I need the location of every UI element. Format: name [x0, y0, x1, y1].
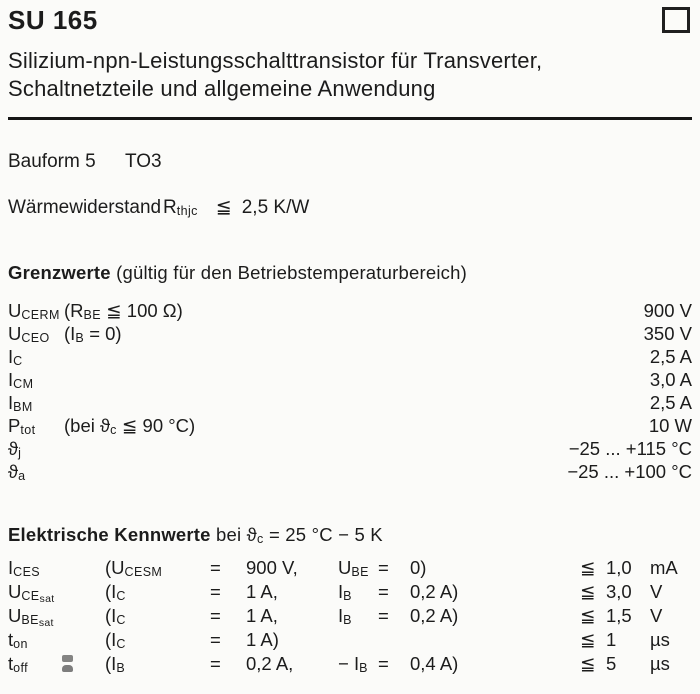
row-value: −25 ... +100 °C [567, 461, 692, 482]
limit-value: 1,5 [606, 605, 632, 626]
row-symbol: ϑa [8, 461, 26, 483]
table-row [8, 556, 692, 580]
thermal-value: 2,5 K/W [241, 197, 310, 218]
equals-sign: = [378, 605, 389, 626]
table-row [8, 368, 692, 391]
row-symbol: toff [8, 652, 105, 676]
row-condition-symbol-2: IB [338, 605, 352, 627]
row-condition [64, 391, 650, 414]
row-symbol: ICM [8, 369, 34, 391]
row-condition-symbol-2 [338, 628, 378, 652]
electrical-heading: Elektrische Kennwerte bei ϑc = 25 °C − 5 K [8, 524, 383, 546]
limit-value: 1 [606, 629, 617, 650]
row-condition-value-1: 1 A, [246, 581, 278, 602]
limit-relation: ≦ [580, 605, 596, 626]
equals-sign: = [378, 557, 389, 578]
limit-unit: mA [650, 557, 678, 578]
thermal-label: Wärmewiderstand [8, 197, 162, 218]
row-symbol: $UBE_{sat}$ [8, 605, 54, 629]
row-condition-symbol-1: (IC [105, 605, 126, 627]
row-symbol: Ptot [8, 415, 36, 437]
limits-table [8, 299, 692, 483]
equals-sign: = [210, 605, 221, 626]
row-symbol: UCEO [8, 323, 50, 345]
row-symbol: UCERM [8, 300, 60, 322]
row-symbol: ICES [8, 557, 41, 579]
table-row [8, 628, 692, 652]
row-condition-value-1: 0,2 A, [246, 653, 294, 674]
row-condition-value-1: 1 A) [246, 629, 279, 650]
row-value: 3,0 A [649, 369, 692, 390]
row-condition-value-2: 0,2 A) [410, 581, 459, 602]
limit-relation: ≦ [580, 629, 596, 650]
row-value: 350 V [643, 323, 692, 344]
table-row [8, 652, 692, 676]
row-condition-value-1: 1 A, [246, 605, 278, 626]
part-number: SU 165 [8, 5, 98, 35]
electrical-table [8, 556, 692, 676]
row-condition: (RBE ≦ 100 Ω) [64, 300, 183, 322]
table-row [8, 299, 692, 322]
row-value: 2,5 A [649, 346, 692, 367]
table-row [8, 604, 692, 628]
row-condition: (bei ϑc ≦ 90 °C) [64, 415, 196, 437]
row-symbol: $UCE_{sat}$ [8, 581, 55, 605]
row-value: 2,5 A [649, 392, 692, 413]
row-condition [64, 460, 567, 483]
row-symbol: IBM [8, 392, 33, 414]
row-value: 10 W [648, 415, 692, 436]
row-limit [580, 628, 692, 652]
package-line [8, 151, 692, 173]
limit-relation: ≦ [580, 557, 596, 578]
row-condition-value-2: 0) [410, 557, 427, 578]
row-condition-value-1: 900 V, [246, 557, 298, 578]
divider-rule [8, 117, 692, 120]
row-condition-symbol-1: (IC [105, 629, 126, 651]
subtitle-line-2: Schaltnetzteile und allgemeine Anwendung [8, 76, 436, 101]
thermal-symbol: Rthjc [163, 197, 198, 218]
row-limit [580, 580, 692, 604]
row-limit [580, 556, 692, 580]
corner-square-icon [662, 7, 690, 33]
row-condition: (IB = 0) [64, 323, 122, 345]
limit-unit: µs [650, 653, 670, 674]
row-symbol: ϑj [8, 438, 22, 460]
table-row [8, 414, 692, 437]
limits-heading-bold: Grenzwerte [8, 262, 111, 283]
limit-value: 5 [606, 653, 617, 674]
row-condition [64, 368, 650, 391]
row-limit [580, 652, 692, 676]
row-condition-value-2: 0,4 A) [410, 653, 459, 674]
equals-sign: = [210, 581, 221, 602]
limit-relation: ≦ [580, 581, 596, 602]
ink-smudge-icon [60, 655, 74, 673]
row-condition-symbol-1: (UCESM [105, 557, 163, 579]
equals-sign: = [378, 581, 389, 602]
thermal-relation: ≦ [215, 197, 232, 218]
limits-heading-rest: (gültig für den Betriebstemperaturbereich) [110, 262, 467, 283]
subtitle [8, 47, 692, 103]
table-row [8, 322, 692, 345]
limit-unit: V [650, 605, 663, 626]
electrical-heading-bold: Elektrische Kennwerte [8, 524, 211, 545]
row-condition-symbol-2: IB [338, 581, 352, 603]
row-limit [580, 604, 692, 628]
equals-sign [378, 628, 410, 652]
row-value: 900 V [643, 300, 692, 321]
row-condition-value-2 [410, 628, 580, 652]
row-value: −25 ... +115 °C [568, 438, 692, 459]
table-row [8, 345, 692, 368]
table-row [8, 391, 692, 414]
thermal-resistance-line [8, 196, 692, 219]
limit-unit: V [650, 581, 663, 602]
row-condition-symbol-1: (IB [105, 653, 126, 675]
row-condition [64, 345, 650, 368]
equals-sign: = [210, 653, 221, 674]
limit-value: 1,0 [606, 557, 632, 578]
row-condition-symbol-1: (IC [105, 581, 126, 603]
package-value: TO3 [125, 151, 162, 172]
table-row [8, 460, 692, 483]
table-row [8, 437, 692, 460]
row-symbol: IC [8, 346, 23, 368]
row-condition-symbol-2: UBE [338, 557, 369, 579]
subtitle-line-1: Silizium-npn-Leistungsschalttransistor für Transverter, [8, 48, 543, 73]
row-symbol: ton [8, 629, 28, 651]
table-row [8, 580, 692, 604]
limits-heading [8, 262, 692, 284]
limit-relation: ≦ [580, 653, 596, 674]
row-condition [64, 437, 569, 460]
package-label: Bauform 5 [8, 151, 96, 172]
limit-value: 3,0 [606, 581, 632, 602]
equals-sign: = [378, 653, 389, 674]
equals-sign: = [210, 629, 221, 650]
equals-sign: = [210, 557, 221, 578]
header [8, 6, 692, 34]
row-condition-symbol-2: − IB [338, 653, 368, 675]
row-condition-value-2: 0,2 A) [410, 605, 459, 626]
limit-unit: µs [650, 629, 670, 650]
